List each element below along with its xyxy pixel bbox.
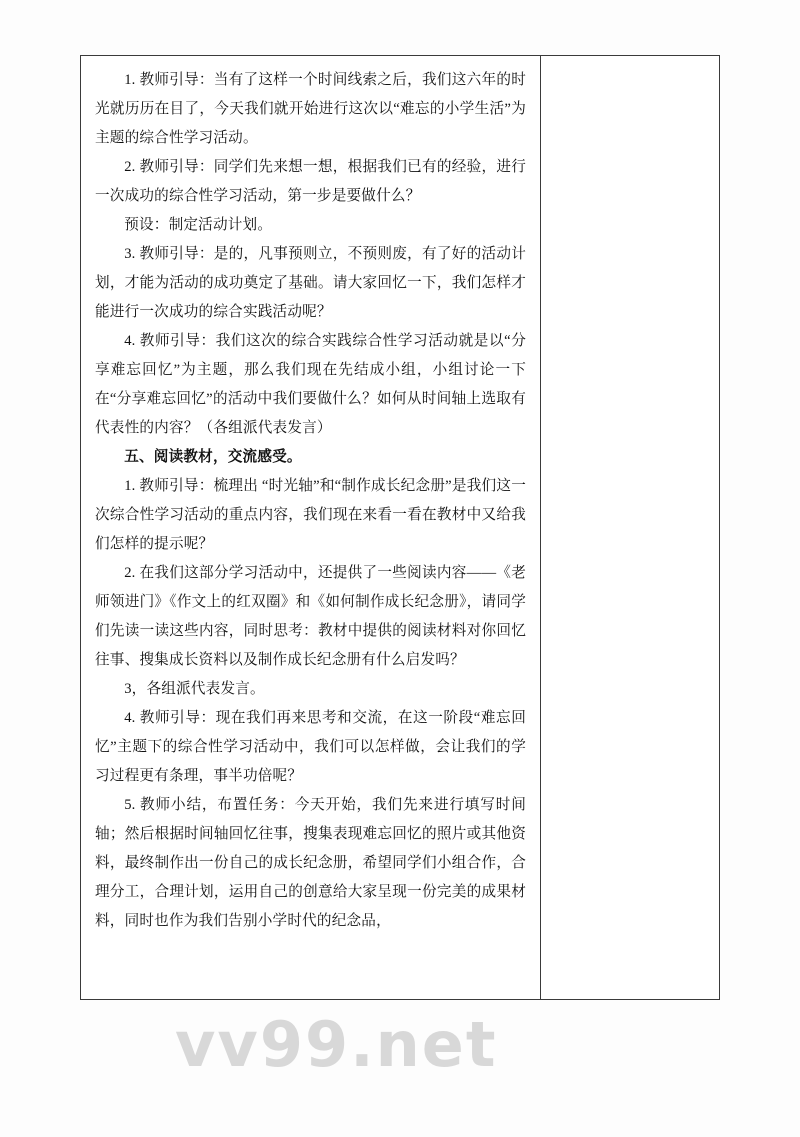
table-cell-side-notes xyxy=(541,56,719,999)
paragraph: 预设：制定活动计划。 xyxy=(124,217,273,233)
table-cell-main-content xyxy=(81,56,541,999)
lesson-plan-table xyxy=(80,55,720,1000)
watermark: vv99.net xyxy=(175,1008,498,1081)
paragraph: 2. 在我们这部分学习活动中，还提供了一些阅读内容——《老师领进门》《作文上的红双圈》和《如何制作成长纪念册》，请同学们先读一读这些内容，同时思考：教材中提供的阅读材料对你回忆往事、搜集成长资料以及制作成长纪念册有什么启发吗？ xyxy=(95,565,526,668)
paragraph: 1. 教师引导：当有了这样一个时间线索之后，我们这六年的时光就历历在目了，今天我们就开始进行这次以“难忘的小学生活”为主题的综合性学习活动。 xyxy=(95,72,526,146)
paragraph: 4. 教师引导：现在我们再来思考和交流，在这一阶段“难忘回忆”主题下的综合性学习活动中，我们可以怎样做，会让我们的学习过程更有条理，事半功倍呢？ xyxy=(95,710,526,784)
paragraph: 3，各组派代表发言。 xyxy=(124,681,265,697)
paragraph: 5. 教师小结，布置任务：今天开始，我们先来进行填写时间轴；然后根据时间轴回忆往事，搜集表现难忘回忆的照片或其他资料，最终制作出一份自己的成长纪念册，希望同学们小组合作，合理分工，合理计划，运用自己的创意给大家呈现一份完美的成果材料，同时也作为我们告别小学时代的纪念品， xyxy=(95,797,526,929)
paragraph: 4. 教师引导：我们这次的综合实践综合性学习活动就是以“分享难忘回忆”为主题，那么我们现在先结成小组，小组讨论一下在“分享难忘回忆”的活动中我们要做什么？如何从时间轴上选取有代表性的内容？（各组派代表发言） xyxy=(95,333,526,436)
paragraph: 1. 教师引导：梳理出 “时光轴”和“制作成长纪念册”是我们这一次综合性学习活动的重点内容，我们现在来看一看在教材中又给我们怎样的提示呢？ xyxy=(95,478,526,552)
section-heading: 五、阅读教材，交流感受。 xyxy=(124,449,302,465)
paragraph: 2. 教师引导：同学们先来想一想，根据我们已有的经验，进行一次成功的综合性学习活动，第一步是要做什么？ xyxy=(95,159,526,204)
paragraph: 3. 教师引导：是的，凡事预则立，不预则废，有了好的活动计划，才能为活动的成功奠定了基础。请大家回忆一下，我们怎样才能进行一次成功的综合实践活动呢？ xyxy=(95,246,526,320)
